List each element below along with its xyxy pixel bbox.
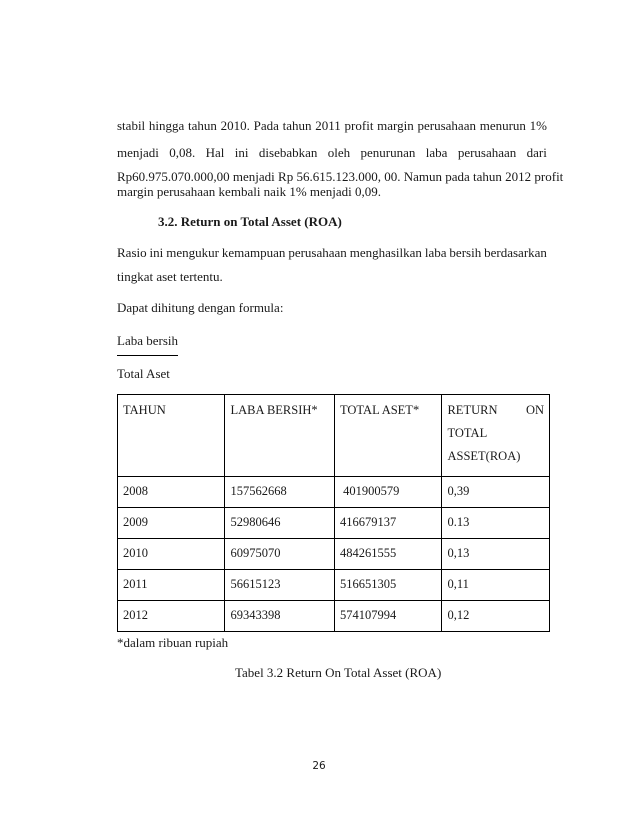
- word: kemampuan: [221, 245, 286, 260]
- cell-total-aset: 574107994: [334, 601, 441, 632]
- word: tahun: [188, 118, 217, 133]
- cell-total-aset: 416679137: [334, 508, 441, 539]
- word: laba: [425, 145, 448, 160]
- formula-intro: Dapat dihitung dengan formula:: [117, 300, 284, 315]
- header-roa-line-2: TOTAL: [447, 426, 488, 440]
- table-row: [118, 539, 550, 570]
- word: dari: [526, 145, 547, 160]
- table-footnote: *dalam ribuan rupiah: [117, 635, 229, 650]
- word: penurunan: [360, 145, 416, 160]
- paragraph-line-3: Rp60.975.070.000,00 menjadi Rp 56.615.123.000, 00. Namun pada tahun 2012 profit: [117, 169, 564, 184]
- word: tahun: [282, 118, 312, 133]
- cell-laba-bersih: 69343398: [225, 601, 335, 632]
- word: menjadi: [117, 145, 159, 160]
- word: 0,08.: [169, 145, 196, 160]
- header-roa-word: ON: [525, 403, 544, 417]
- table-row: [118, 508, 550, 539]
- header-roa: [442, 395, 550, 477]
- cell-tahun: 2012: [118, 601, 225, 632]
- word: perusahaan: [417, 118, 476, 133]
- table-row: [118, 570, 550, 601]
- cell-tahun: 2011: [118, 570, 225, 601]
- cell-roa: 0,13: [442, 539, 550, 570]
- cell-roa: 0,11: [442, 570, 550, 601]
- cell-laba-bersih: 56615123: [225, 570, 335, 601]
- word: Pada: [253, 118, 279, 133]
- section-heading: 3.2. Return on Total Asset (ROA): [158, 214, 342, 229]
- word: Rasio: [117, 245, 147, 260]
- cell-total-aset: 484261555: [334, 539, 441, 570]
- table-row: [118, 477, 550, 508]
- word: oleh: [327, 145, 351, 160]
- word: berdasarkan: [484, 245, 547, 260]
- word: profit: [344, 118, 374, 133]
- cell-tahun: 2009: [118, 508, 225, 539]
- word: stabil: [117, 118, 146, 133]
- fraction-bar: [117, 355, 178, 356]
- word: 2011: [315, 118, 341, 133]
- word: perusahaan: [457, 145, 517, 160]
- header-tahun: TAHUN: [118, 395, 225, 477]
- paragraph-line-4: margin perusahaan kembali naik 1% menjadi 0,09.: [117, 184, 382, 199]
- word: laba: [424, 245, 447, 260]
- paragraph-line-2: [117, 145, 547, 161]
- header-roa-line-1: [447, 399, 544, 422]
- cell-roa: 0.13: [442, 508, 550, 539]
- word: ini: [149, 245, 164, 260]
- word: mengukur: [166, 245, 219, 260]
- cell-total-aset: 401900579: [334, 477, 441, 508]
- paragraph-line-1: [117, 245, 547, 261]
- word: hingga: [148, 118, 185, 133]
- formula-denominator: Total Aset: [117, 366, 170, 381]
- word: menghasilkan: [349, 245, 422, 260]
- cell-tahun: 2010: [118, 539, 225, 570]
- word: disebabkan: [258, 145, 318, 160]
- paragraph-line-2: tingkat aset tertentu.: [117, 269, 223, 284]
- word: 1%: [529, 118, 547, 133]
- word: 2010.: [220, 118, 250, 133]
- table-row: [118, 601, 550, 632]
- cell-laba-bersih: 52980646: [225, 508, 335, 539]
- word: perusahaan: [288, 245, 347, 260]
- header-roa-word: RETURN: [447, 403, 498, 417]
- header-total-aset: TOTAL ASET*: [334, 395, 441, 477]
- paragraph-line-1: [117, 118, 547, 134]
- cell-total-aset: 516651305: [334, 570, 441, 601]
- cell-roa: 0,12: [442, 601, 550, 632]
- cell-tahun: 2008: [118, 477, 225, 508]
- cell-laba-bersih: 60975070: [225, 539, 335, 570]
- cell-roa: 0,39: [442, 477, 550, 508]
- page-number: 26: [312, 760, 326, 772]
- word: bersih: [449, 245, 482, 260]
- header-roa-line-3: ASSET(ROA): [447, 449, 521, 463]
- word: Hal: [205, 145, 225, 160]
- cell-laba-bersih: 157562668: [225, 477, 335, 508]
- formula-numerator: Laba bersih: [117, 333, 179, 348]
- word: margin: [377, 118, 414, 133]
- table-caption: Tabel 3.2 Return On Total Asset (ROA): [235, 665, 442, 680]
- header-laba-bersih: LABA BERSIH*: [225, 395, 335, 477]
- roa-table: [117, 394, 550, 632]
- word: menurun: [479, 118, 526, 133]
- table-header-row: [118, 395, 550, 477]
- word: ini: [234, 145, 249, 160]
